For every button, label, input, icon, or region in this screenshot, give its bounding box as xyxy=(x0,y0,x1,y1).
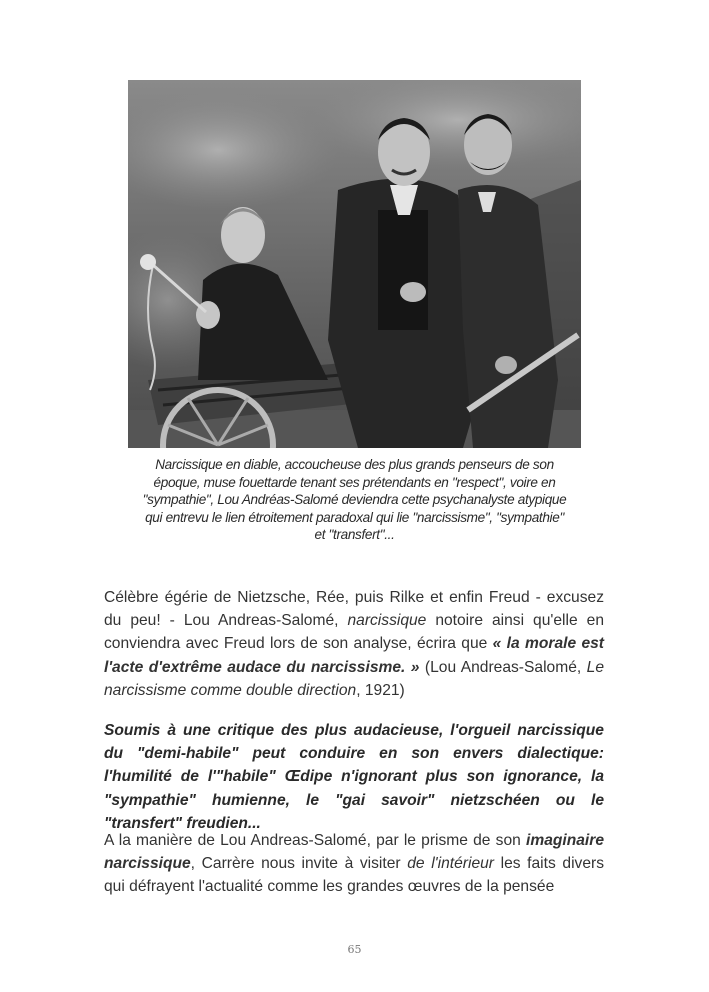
paragraph-salome xyxy=(104,586,604,702)
caption-line: Narcissique en diable, accoucheuse des plus grands penseurs de son xyxy=(155,457,554,472)
caption-line: et "transfert"... xyxy=(314,527,395,543)
text-run: , Carrère nous invite à visiter xyxy=(190,855,408,873)
book-title: Le narcissisme comme double direction xyxy=(104,658,605,699)
caption-line: époque, muse fouettarde tenant ses prétendants en "respect", voire en xyxy=(153,474,556,490)
text-run: les faits divers qui défrayent l'actualité comme les grandes œuvres de la pensée xyxy=(104,855,604,896)
text-run-italic: narcissique xyxy=(347,612,427,630)
paragraph-carrere xyxy=(104,829,604,899)
quote-bold-italic: « la morale est l'acte d'extrême audace du narcissisme. » xyxy=(104,635,605,676)
caption-line: qui entrevu le lien étroitement paradoxal qui lie "narcissisme", "sympathie" xyxy=(145,509,564,525)
text-run: Célèbre égérie de Nietzsche, Rée, puis Rilke et enfin Freud - excusez du peu! - Lou Andreas-Salomé, xyxy=(104,589,604,630)
text-run: A la manière de Lou Andreas-Salomé, par le prisme de son xyxy=(104,832,526,849)
text-run: (Lou Andreas-Salomé, xyxy=(419,658,587,676)
text-run-bold-italic: imaginaire narcissique xyxy=(104,832,604,873)
text-run: , 1921) xyxy=(356,681,405,699)
photo-illustration xyxy=(128,80,581,448)
paragraph-critique: Soumis à une critique des plus audacieuse, l'orgueil narcissique du "demi-habile" peut conduire en son envers dialectique: l'humilité de l'"habile" Œdipe n'ignorant plus son ignorance, la "sympathie" humienne, le "gai savoir" nietzschéen ou le "transfert" freudien... xyxy=(104,722,604,832)
text-run-italic: de l'intérieur xyxy=(407,855,494,873)
page-number: 65 xyxy=(347,943,362,956)
caption-line: "sympathie", Lou Andréas-Salomé deviendra cette psychanalyste atypique xyxy=(142,492,567,508)
whip-flowers xyxy=(140,254,156,270)
text-run: notoire ainsi qu'elle en conviendra avec Freud lors de son analyse, écrira que xyxy=(104,612,604,653)
photo-caption xyxy=(118,456,591,544)
historical-photograph xyxy=(128,80,581,448)
